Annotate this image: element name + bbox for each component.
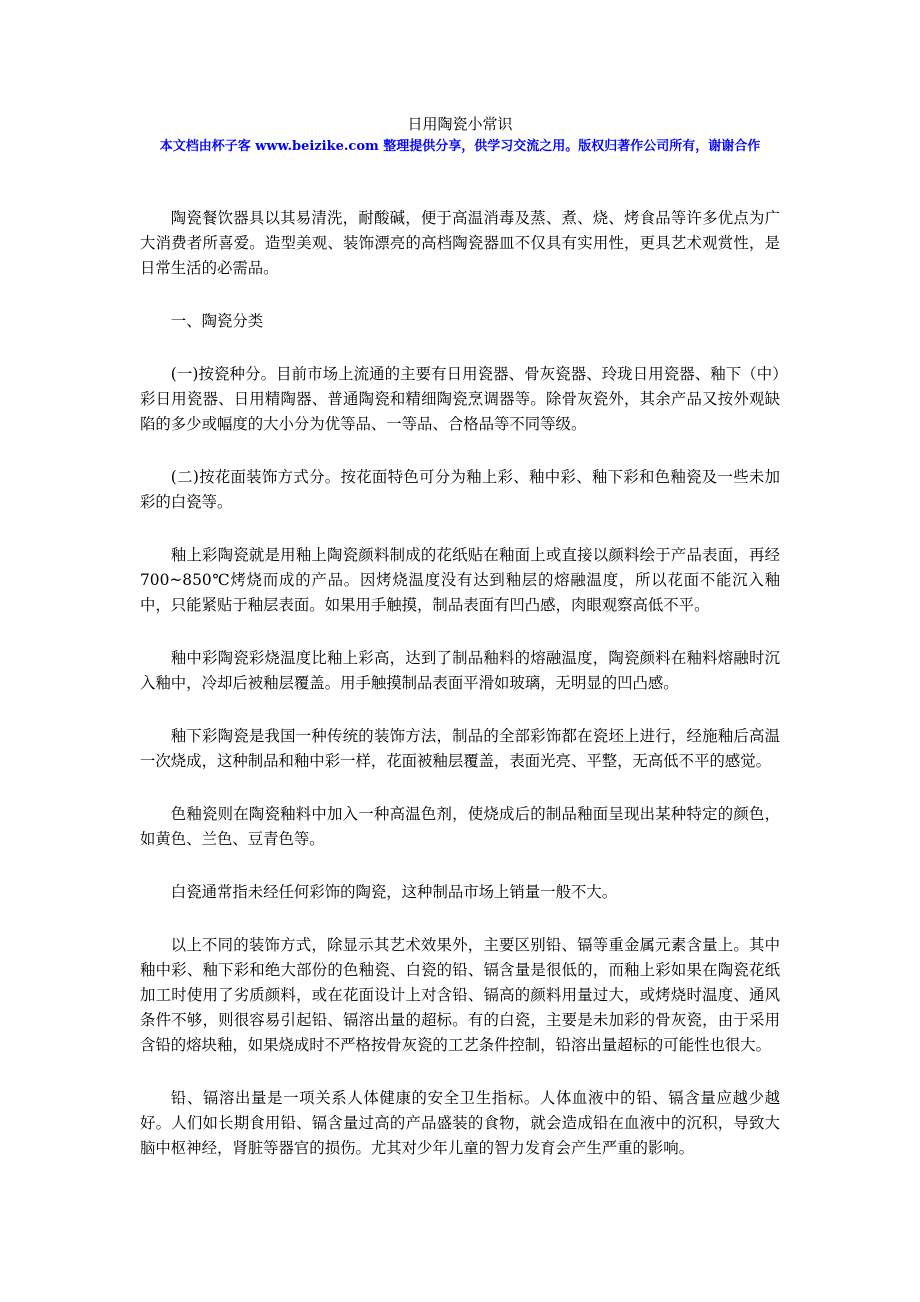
paragraph-underglaze: 釉下彩陶瓷是我国一种传统的装饰方法，制品的全部彩饰都在瓷坯上进行，经施釉后高温一次烧成，这种制品和釉中彩一样，花面被釉层覆盖，表面光亮、平整，无高低不平的感觉。 — [140, 727, 780, 770]
paragraph-heavy-metals: 以上不同的装饰方式，除显示其艺术效果外，主要区别铅、镉等重金属元素含量上。其中釉中彩、釉下彩和绝大部份的色釉瓷、白瓷的铅、镉含量是很低的，而釉上彩如果在陶瓷花纸加工时使用了劣质颜料，或在花面设计上对含铅、镉高的颜料用量过大，或烤烧时温度、通风条件不够，则很容易引起铅、镉溶出量的超标。有的白瓷，主要是未加彩的骨灰瓷，由于采用含铅的熔块釉，如果烧成时不严格按骨灰瓷的工艺条件控制，铅溶出量超标的可能性也很大。 — [140, 936, 780, 1054]
paragraph-by-decoration: (二)按花面装饰方式分。按花面特色可分为釉上彩、釉中彩、釉下彩和色釉瓷及一些未加彩的白瓷等。 — [140, 468, 780, 511]
paragraph-inglaze: 釉中彩陶瓷彩烧温度比釉上彩高，达到了制品釉料的熔融温度，陶瓷颜料在釉料熔融时沉入釉中，冷却后被釉层覆盖。用手触摸制品表面平滑如玻璃，无明显的凹凸感。 — [140, 649, 780, 692]
section-heading-classification: 一、陶瓷分类 — [170, 312, 264, 330]
paragraph-color-glaze: 色釉瓷则在陶瓷釉料中加入一种高温色剂，使烧成后的制品釉面呈现出某种特定的颜色，如黄色、兰色、豆青色等。 — [140, 805, 780, 848]
paragraph-by-porcelain-type: (一)按瓷种分。目前市场上流通的主要有日用瓷器、骨灰瓷器、玲珑日用瓷器、釉下（中）彩日用瓷器、日用精陶器、普通陶瓷和精细陶瓷烹调器等。除骨灰瓷外，其余产品又按外观缺陷的多少或幅度的大小分为优等品、一等品、合格品等不同等级。 — [140, 365, 780, 433]
paragraph-intro: 陶瓷餐饮器具以其易清洗，耐酸碱，便于高温消毒及蒸、煮、烧、烤食品等许多优点为广大消费者所喜爱。造型美观、装饰漂亮的高档陶瓷器皿不仅具有实用性，更具艺术观赏性，是日常生活的必需品。 — [140, 209, 780, 277]
paragraph-overglaze: 釉上彩陶瓷就是用釉上陶瓷颜料制成的花纸贴在釉面上或直接以颜料绘于产品表面，再经 700~850℃烤烧而成的产品。因烤烧温度没有达到釉层的熔融温度，所以花面不能沉入釉中，只能紧贴于釉层表面。如果用手触摸，制品表面有凹凸感，肉眼观察高低不平。 — [140, 546, 780, 614]
document-title: 日用陶瓷小常识 — [407, 115, 513, 133]
document-body — [140, 206, 780, 1189]
source-note: 本文档由杯子客 www.beizike.com 整理提供分享，供学习交流之用。版权归著作公司所有，谢谢合作 — [159, 139, 761, 154]
paragraph-white-porcelain: 白瓷通常指未经任何彩饰的陶瓷，这种制品市场上销量一般不大。 — [170, 883, 618, 901]
paragraph-health-impact: 铅、镉溶出量是一项关系人体健康的安全卫生指标。人体血液中的铅、镉含量应越少越好。人们如长期食用铅、镉含量过高的产品盛装的食物，就会造成铅在血液中的沉积，导致大脑中枢神经，肾脏等器官的损伤。尤其对少年儿童的智力发育会产生严重的影响。 — [140, 1089, 780, 1157]
